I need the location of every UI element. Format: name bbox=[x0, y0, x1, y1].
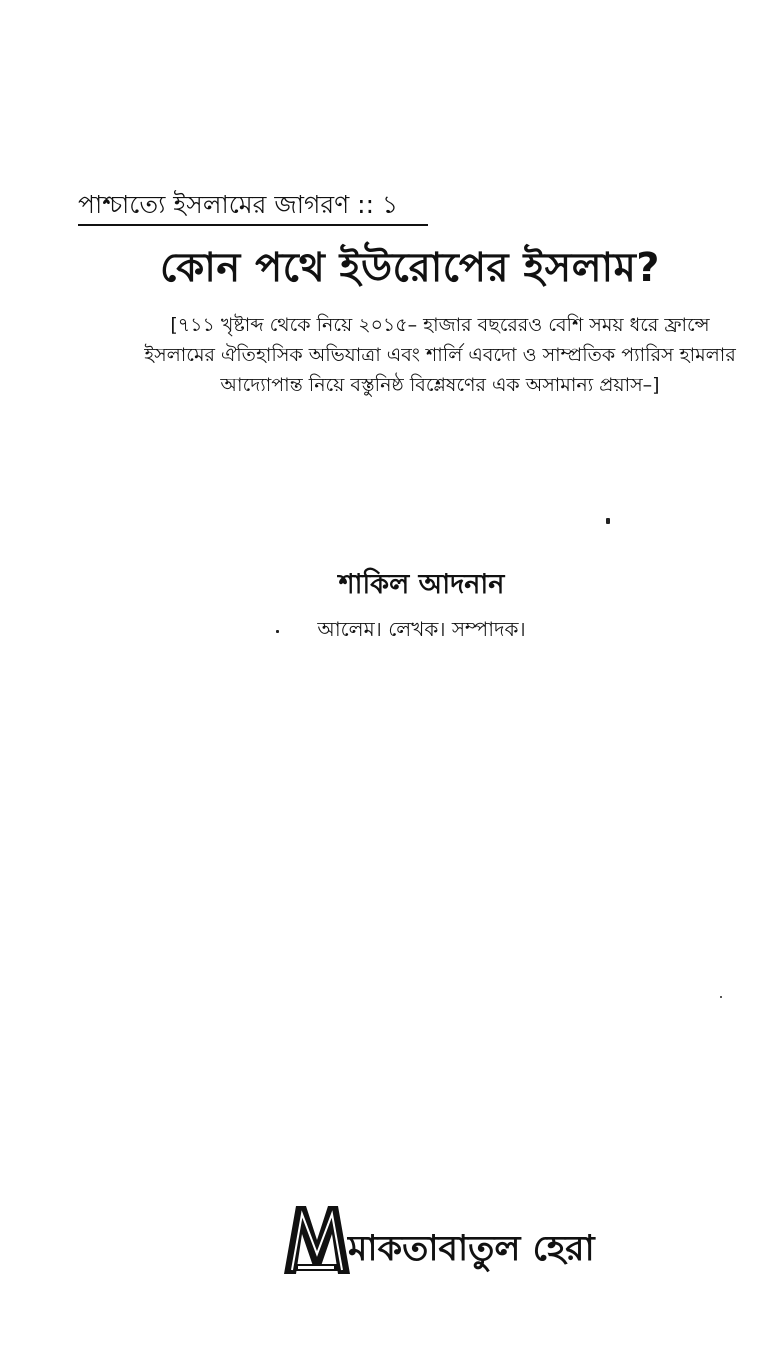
publisher-m-logo-icon bbox=[282, 1200, 352, 1278]
book-subtitle bbox=[110, 310, 770, 400]
author-name: শাকিল আদনান bbox=[338, 569, 505, 600]
subtitle-line-1: [৭১১ খৃষ্টাব্দ থেকে নিয়ে ২০১৫– হাজার বছরেরও বেশি সময় ধরে ফ্রান্সে bbox=[170, 314, 710, 336]
publisher-name: মাকতাবাতুল হেরা bbox=[348, 1229, 595, 1269]
series-heading: পাশ্চাত্যে ইসলামের জাগরণ :: ১ bbox=[78, 188, 428, 226]
scan-speck bbox=[720, 996, 722, 998]
subtitle-line-3: আদ্যোপান্ত নিয়ে বস্তুনিষ্ঠ বিশ্লেষণের এক অসামান্য প্রয়াস–] bbox=[220, 374, 660, 396]
subtitle-line-2: ইসলামের ঐতিহাসিক অভিযাত্রা এবং শার্লি এবদো ও সাম্প্রতিক প্যারিস হামলার bbox=[144, 344, 736, 366]
author-roles: আলেম। লেখক। সম্পাদক। bbox=[317, 617, 526, 641]
book-title: কোন পথে ইউরোপের ইসলাম? bbox=[160, 245, 661, 291]
publisher-block bbox=[282, 1200, 602, 1280]
scan-speck bbox=[606, 518, 610, 524]
